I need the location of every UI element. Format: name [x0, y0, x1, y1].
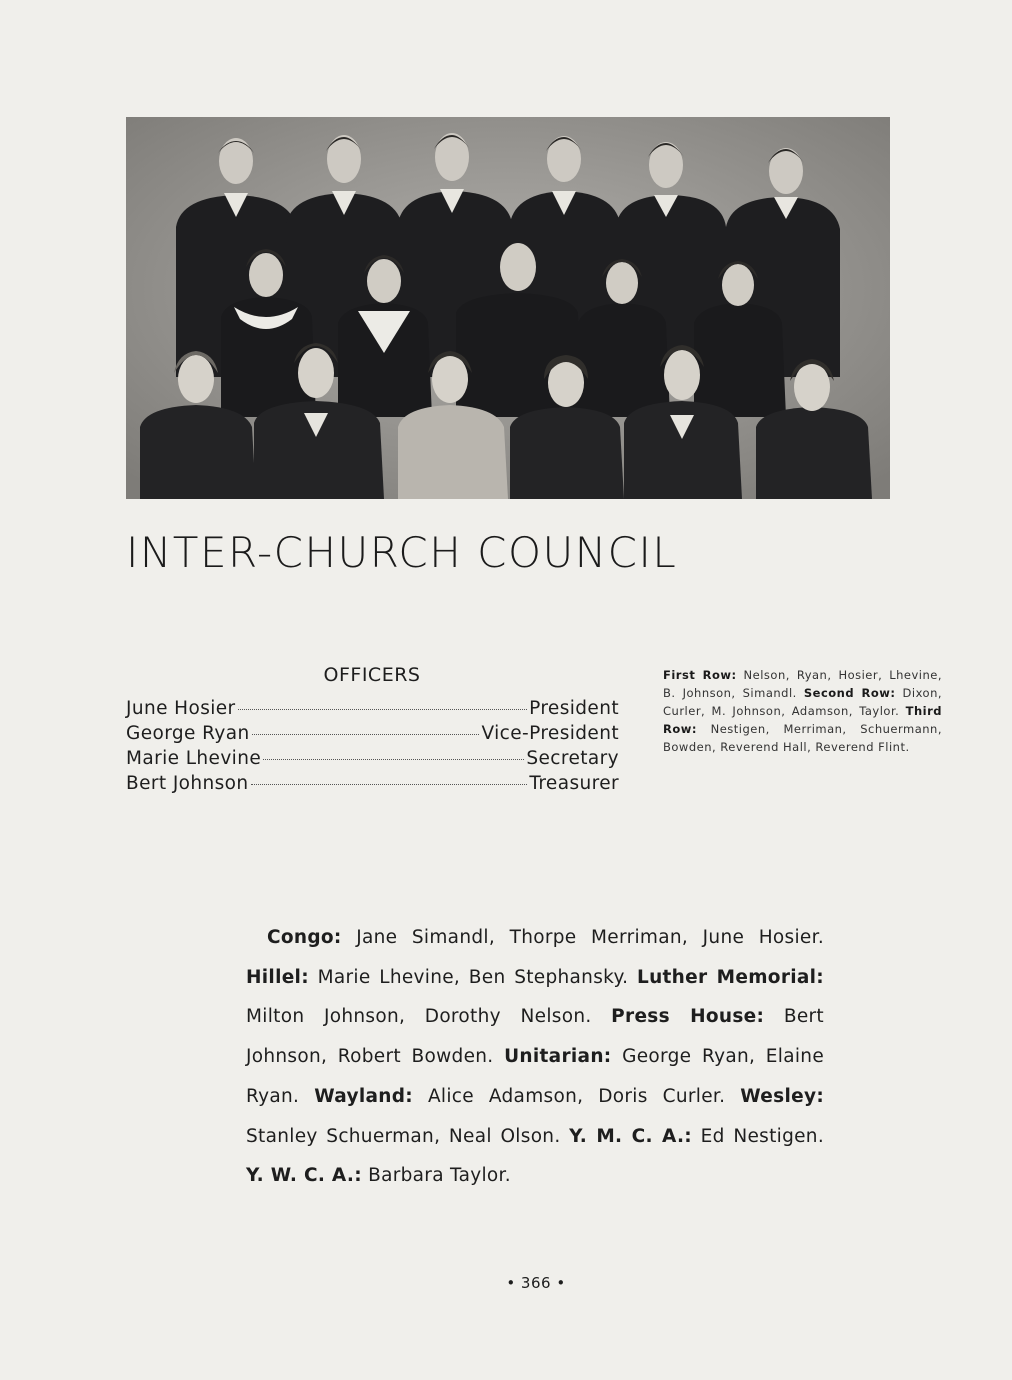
officers-heading: OFFICERS: [323, 664, 421, 686]
page-title: INTER-CHURCH COUNCIL: [126, 528, 678, 577]
officer-role: Secretary: [526, 748, 619, 769]
officer-role: Vice-President: [481, 723, 619, 744]
officer-role: Treasurer: [529, 773, 619, 794]
caption-row-label: Third Row:: [663, 704, 942, 736]
group-label: Congo:: [267, 927, 342, 948]
officer-row: [126, 773, 619, 798]
group-label: Hillel:: [246, 966, 309, 988]
caption-row-names: Nestigen, Merriman, Schuermann, Bowden, Reverend Hall, Reverend Flint.: [663, 722, 942, 754]
group-members: Milton Johnson, Dorothy Nelson.: [246, 1006, 592, 1028]
group-label: Wayland:: [314, 1085, 413, 1107]
group-members: Barbara Taylor.: [368, 1165, 511, 1187]
leader-dots: [251, 784, 528, 785]
group-members: Alice Adamson, Doris Curler.: [427, 1085, 726, 1107]
officer-name: Marie Lhevine: [126, 748, 262, 769]
officer-row: [126, 723, 619, 748]
group-label: Unitarian:: [504, 1046, 612, 1068]
officer-name: June Hosier: [126, 698, 236, 719]
officer-row: [126, 698, 619, 723]
caption-row-names: Dixon, Curler, M. Johnson, Adamson, Taylor.: [663, 686, 943, 718]
group-members: Bert Johnson, Robert Bowden.: [246, 1006, 824, 1068]
light-blouse: [398, 405, 508, 499]
caption-row-label: Second Row:: [803, 686, 896, 700]
group-members: Marie Lhevine, Ben Stephansky.: [317, 966, 629, 988]
member-groups-paragraph: [246, 918, 824, 1196]
leader-dots: [238, 709, 528, 710]
page-number: • 366 •: [506, 1274, 566, 1292]
officer-name: Bert Johnson: [126, 773, 249, 794]
group-members: George Ryan, Elaine Ryan.: [246, 1046, 824, 1107]
group-label: Press House:: [611, 1006, 765, 1028]
officer-role: President: [529, 698, 619, 719]
group-label: Y. M. C. A.:: [569, 1125, 692, 1147]
caption-row-label: First Row:: [663, 668, 737, 682]
group-photo: [126, 117, 890, 499]
leader-dots: [263, 759, 524, 760]
group-label: Wesley:: [740, 1085, 825, 1107]
officer-row: [126, 748, 619, 773]
officers-list: [126, 698, 619, 798]
group-members: Jane Simandl, Thorpe Merriman, June Hosier.: [356, 927, 825, 948]
group-label: Luther Memorial:: [636, 966, 825, 988]
photo-caption: [663, 666, 942, 756]
group-members: Stanley Schuerman, Neal Olson.: [246, 1125, 561, 1147]
group-label: Y. W. C. A.:: [246, 1165, 362, 1187]
officer-name: George Ryan: [126, 723, 250, 744]
leader-dots: [252, 734, 480, 735]
caption-row-names: Nelson, Ryan, Hosier, Lhevine, B. Johnson, Simandl.: [663, 668, 943, 700]
group-members: Ed Nestigen.: [700, 1125, 825, 1147]
